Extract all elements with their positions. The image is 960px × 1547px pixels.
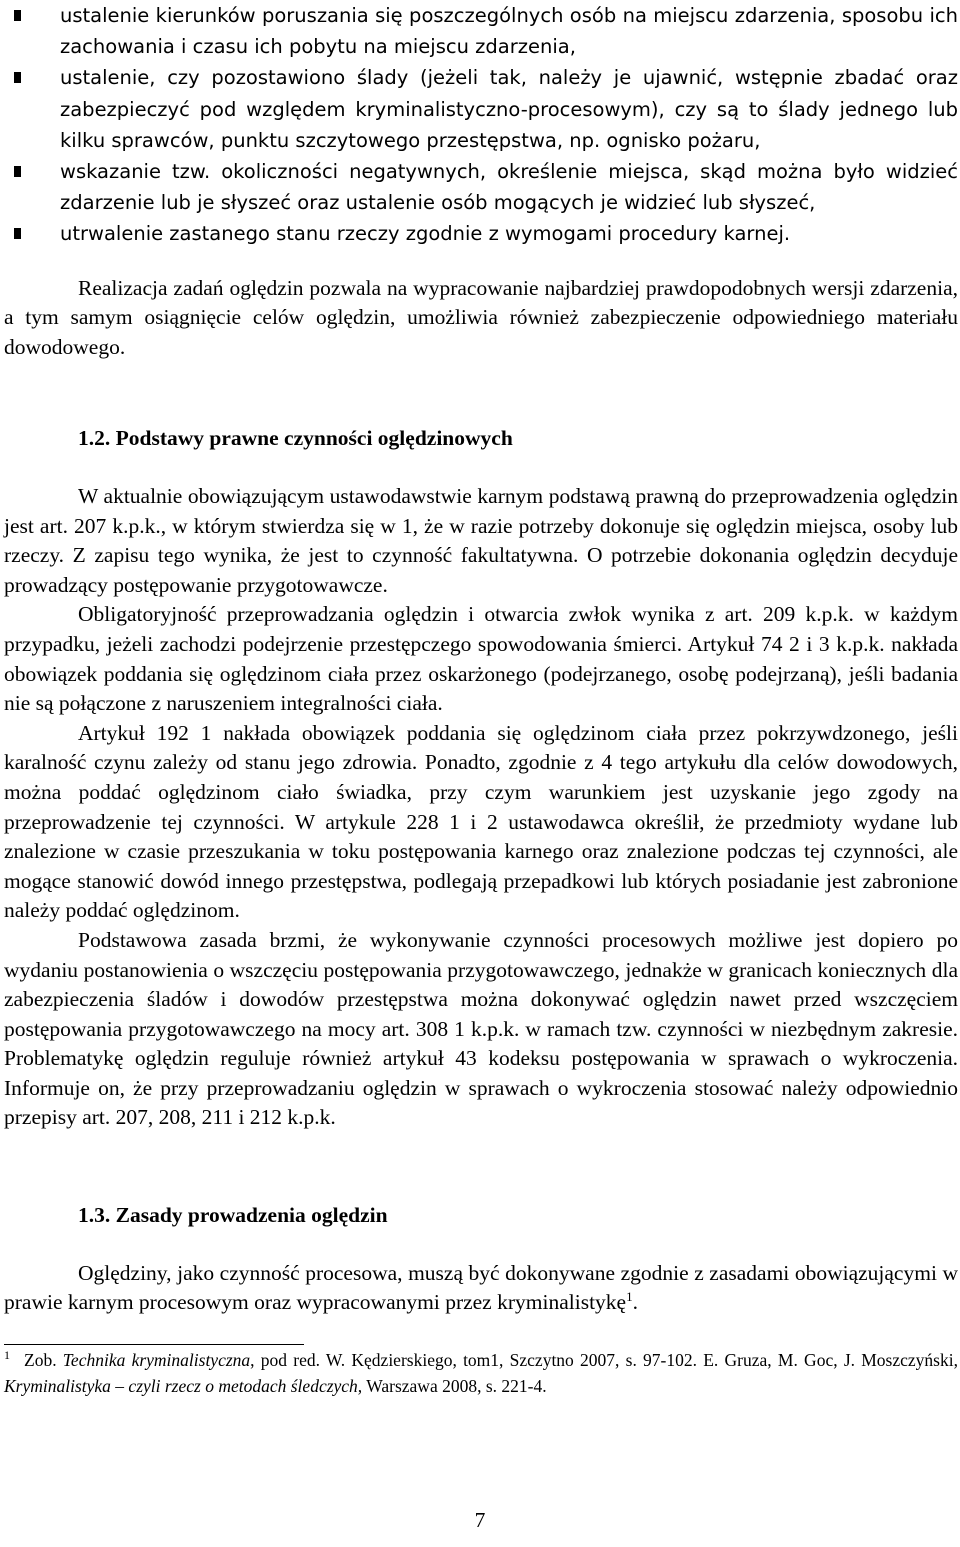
footnote-text: , pod red. W. Kędzierskiego, tom1, Szczytno 2007, s. 97-102. E. Gruza, M. Goc, J. Moszczyński, [250,1349,958,1370]
bullet-text: ustalenie kierunków poruszania się poszczególnych osób na miejscu zdarzenia, sposobu ich zachowania i czasu ich pobytu na miejscu zdarzenia, [60,4,958,59]
footnote-text: Warszawa 2008, s. 221-4. [362,1375,547,1396]
page-number: 7 [474,1508,486,1532]
footnote [4,1347,958,1399]
bullet-text: ustalenie, czy pozostawiono ślady (jeżeli tak, należy je ujawnić, wstępnie zbadać oraz zabezpieczyć pod względem kryminalistyczno-procesowym), czy są to ślady jednego lub kilku sprawców, punktu szczytowego przestępstwa, np. ognisko pożaru, [60,66,958,152]
intro-paragraph: Realizacja zadań oględzin pozwala na wypracowanie najbardziej prawdopodobnych wersji zdarzenia, a tym samym osiągnięcie celów oględzin, umożliwia również zabezpieczenie odpowiedniego materiału dowodowego. [4,275,958,359]
bullet-item [4,218,958,249]
footnote-separator [4,1344,304,1345]
bullet-item [4,0,958,62]
square-bullet-icon [14,166,21,177]
body-paragraph: Artykuł 192 1 nakłada obowiązek poddania się oględzinom ciała przez pokrzywdzonego, jeśli karalność czynu zależy od stanu jego zdrowia. Ponadto, zgodnie z 4 tego artykułu dla celów dowodowych, można poddać oględzinom ciało świadka, przy czym warunkiem jest uzyskanie jego zgody na przeprowadzenie tej czynności. W artykule 228 1 i 2 ustawodawca określił, że przedmioty wydane lub znalezione w czasie przeszukania w toku postępowania karnego oraz znalezione podczas tej czynności, ale mogące stanowić dowód innego przestępstwa, podlegają przepadkowi lub których posiadanie jest zabronione należy poddać oględzinom. [4,720,958,923]
footnote-title: Kryminalistyka – czyli rzecz o metodach śledczych, [4,1375,363,1396]
bullet-list [4,0,958,250]
bullet-item [4,62,958,156]
paragraph-end: . [632,1290,638,1315]
bullet-text: wskazanie tzw. okoliczności negatywnych, określenie miejsca, skąd można było widzieć zdarzenie lub je słyszeć oraz ustalenie osób mogących je widzieć lub słyszeć, [60,160,958,215]
body-paragraph: Podstawowa zasada brzmi, że wykonywanie czynności procesowych możliwe jest dopiero po wydaniu postanowienia o wszczęciu postępowania przygotowawczego, jednakże w granicach koniecznych dla zabezpieczenia śladów i dowodów przestępstwa można dokonywać oględzin nawet przed wszczęciem postępowania przygotowawczego na mocy art. 308 1 k.p.k. w ramach tzw. czynności w niezbędnym zakresie. Problematykę oględzin reguluje również artykuł 43 kodeksu postępowania w sprawach o wykroczenia. Informuje on, że przy przeprowadzaniu oględzin w sprawach o wykroczenia stosować należy odpowiednio przepisy art. 207, 208, 211 i 212 k.p.k. [4,927,958,1130]
footnote-title: Technika kryminalistyczna [62,1349,251,1370]
footnote-number: 1 [4,1347,10,1362]
section-heading-1-2: 1.2. Podstawy prawne czynności oględzinowych [78,426,513,451]
footnote-reference[interactable]: 1 [626,1289,633,1305]
section-heading-1-3: 1.3. Zasady prowadzenia oględzin [78,1203,388,1228]
body-paragraph: Obligatoryjność przeprowadzania oględzin i otwarcia zwłok wynika z art. 209 k.p.k. w każdym przypadku, jeżeli zachodzi podejrzenie przestępczego spowodowania śmierci. Artykuł 74 2 i 3 k.p.k. nakłada obowiązek poddania się oględzinom ciała przez oskarżonego (podejrzanego, osobę podejrzaną), jeśli badania nie są połączone z naruszeniem integralności ciała. [4,602,958,716]
paragraph-text: Oględziny, jako czynność procesowa, muszą być dokonywane zgodnie z zasadami obowiązującymi w prawie karnym procesowym oraz wypracowanymi przez kryminalistykę [4,1260,958,1315]
bullet-text: utrwalenie zastanego stanu rzeczy zgodnie z wymogami procedury karnej. [60,222,791,246]
document-page [4,0,958,1399]
square-bullet-icon [14,10,21,21]
square-bullet-icon [14,228,21,239]
square-bullet-icon [14,72,21,83]
bullet-item [4,156,958,218]
body-paragraph: W aktualnie obowiązującym ustawodawstwie karnym podstawą prawną do przeprowadzenia oględzin jest art. 207 k.p.k., w którym stwierdza się w 1, że w razie potrzeby dokonuje się oględzin miejsca, osoby lub rzeczy. Z zapisu tego wynika, że jest to czynność fakultatywna. O potrzebie dokonania oględzin decyduje prowadzący postępowanie przygotowawcze. [4,484,958,597]
body-paragraph [4,1259,958,1318]
footnote-text: Zob. [24,1349,63,1370]
